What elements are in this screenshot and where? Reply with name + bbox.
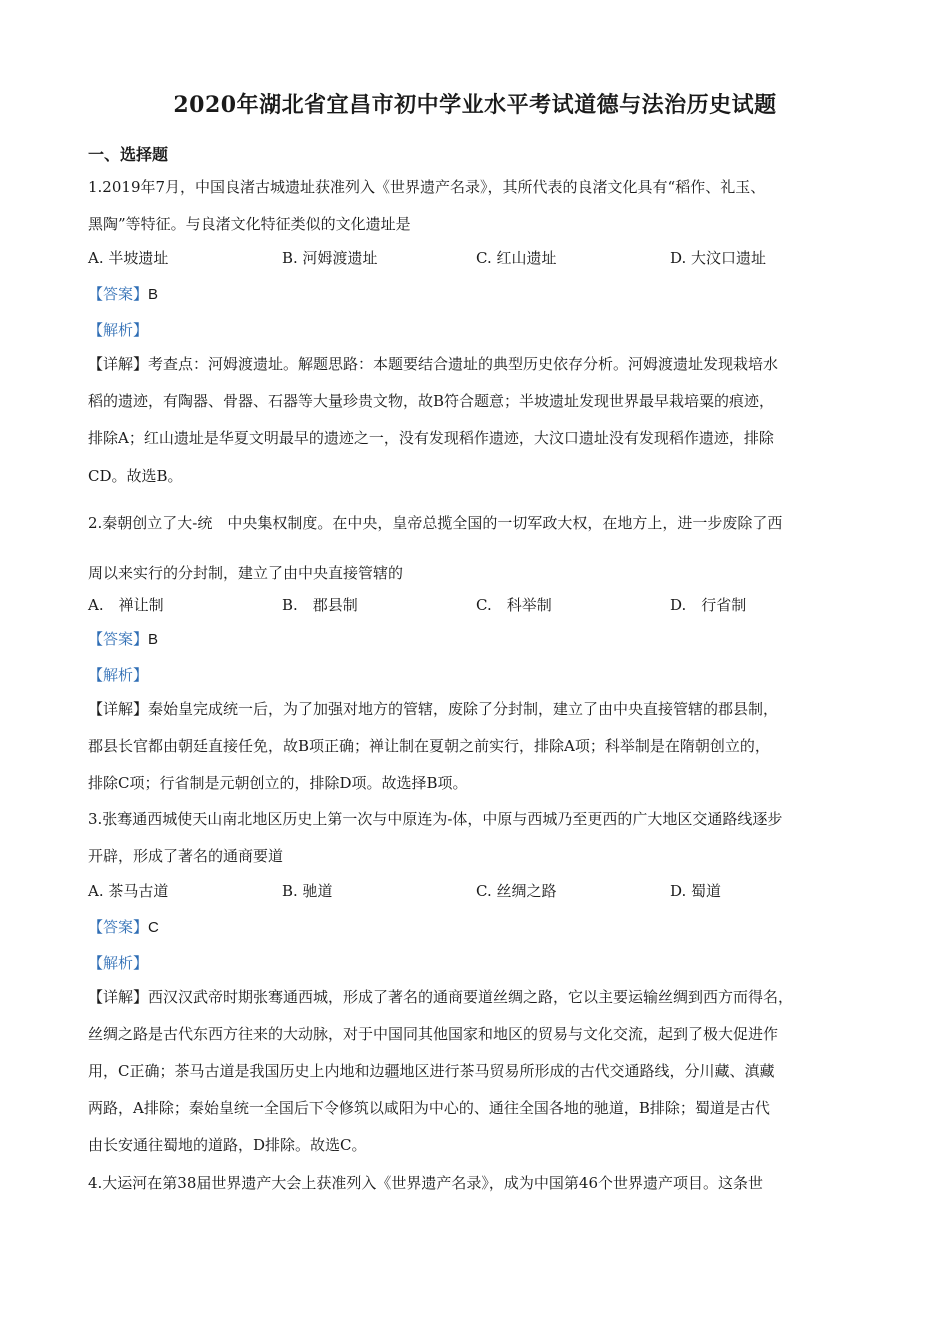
question-3-stem-line-1: 3.张骞通西城使天山南北地区历史上第一次与中原连为-体，中原与西城乃至更西的广大地区交通路线逐步 [88,810,783,828]
question-3-detail-line-1 [88,986,793,1008]
question-1-option-c: C. 红山遗址 [476,249,557,267]
question-1-option-b: B. 河姆渡遗址 [282,249,378,267]
question-2-analysis-label: 【解析】 [88,666,149,684]
question-2-option-a: A. 禅让制 [88,596,164,614]
question-3-option-a: A. 茶马古道 [88,882,169,900]
page-title: 2020年湖北省宜昌市初中学业水平考试道德与法治历史试题 [173,92,777,118]
question-1-stem-line-2: 黑陶”等特征。与良渚文化特征类似的文化遗址是 [88,215,411,233]
question-2-stem-line-2: 周以来实行的分封制，建立了由中央直接管辖的 [88,564,404,582]
question-2-option-b: B. 郡县制 [282,596,358,614]
question-1-stem-line-1: 1.2019年7月，中国良渚古城遗址获准列入《世界遗产名录》，其所代表的良渚文化具有“稻作、礼玉、 [88,178,766,196]
detail-label: 【详解】 [88,700,149,718]
question-3-option-c: C. 丝绸之路 [476,882,557,900]
answer-label: 【答案】 [88,918,149,936]
question-2-answer [88,628,158,651]
question-2-option-c: C. 科举制 [476,596,552,614]
detail-label: 【详解】 [88,355,149,373]
question-3-analysis-label: 【解析】 [88,954,149,972]
question-3-detail-line-2: 丝绸之路是古代东西方往来的大动脉，对于中国同其他国家和地区的贸易与文化交流，起到了极大促进作 [88,1025,779,1043]
question-1-option-a: A. 半坡遗址 [88,249,169,267]
detail-text: 秦始皇完成统一后，为了加强对地方的管辖，废除了分封制，建立了由中央直接管辖的郡县制， [148,700,779,718]
question-1-detail-line-1 [88,353,778,375]
answer-label: 【答案】 [88,630,149,648]
question-1-detail-line-4: CD。故选B。 [88,467,183,485]
question-2-detail-line-2: 郡县长官都由朝廷直接任免，故B项正确；禅让制在夏朝之前实行，排除A项；科举制是在隋朝创立的， [88,737,770,755]
detail-text: 西汉汉武帝时期张骞通西城，形成了著名的通商要道丝绸之路，它以主要运输丝绸到西方而得名， [148,988,794,1006]
detail-label: 【详解】 [88,988,149,1006]
question-2-stem-line-1: 2.秦朝创立了大-统 中央集权制度。在中央，皇帝总揽全国的一切军政大权，在地方上，进一步废除了西 [88,514,783,532]
question-4-stem-line-1: 4.大运河在第38届世界遗产大会上获准列入《世界遗产名录》，成为中国第46个世界遗产项目。这条世 [88,1174,763,1192]
question-3-option-d: D. 蜀道 [670,882,722,900]
detail-text: 考查点：河姆渡遗址。解题思路：本题要结合遗址的典型历史依存分析。河姆渡遗址发现栽培水 [148,355,779,373]
question-3-answer [88,916,159,939]
question-3-detail-line-4: 两路，A排除；秦始皇统一全国后下令修筑以咸阳为中心的、通往全国各地的驰道，B排除；蜀道是古代 [88,1099,770,1117]
question-2-detail-line-3: 排除C项；行省制是元朝创立的，排除D项。故选择B项。 [88,774,468,792]
section-heading: 一、选择题 [88,145,169,164]
question-3-stem-line-2: 开辟，形成了著名的通商要道 [88,847,284,865]
question-2-option-d: D. 行省制 [670,596,747,614]
answer-label: 【答案】 [88,285,149,303]
question-3-detail-line-5: 由长安通往蜀地的道路，D排除。故选C。 [88,1136,367,1154]
question-1-detail-line-2: 稻的遗迹，有陶器、骨器、石器等大量珍贵文物，故B符合题意；半坡遗址发现世界最早栽培粟的痕迹， [88,392,775,410]
question-3-option-b: B. 驰道 [282,882,333,900]
question-1-analysis-label: 【解析】 [88,321,149,339]
question-2-detail-line-1 [88,698,778,720]
answer-value: B [148,286,159,303]
question-1-answer [88,283,158,306]
question-1-option-d: D. 大汶口遗址 [670,249,767,267]
answer-value: C [148,919,159,936]
question-1-detail-line-3: 排除A；红山遗址是华夏文明最早的遗迹之一，没有发现稻作遗迹，大汶口遗址没有发现稻作遗迹，排除 [88,429,774,447]
answer-value: B [148,631,159,648]
question-3-detail-line-3: 用，C正确；茶马古道是我国历史上内地和边疆地区进行茶马贸易所形成的古代交通路线，分川藏、滇藏 [88,1062,775,1080]
